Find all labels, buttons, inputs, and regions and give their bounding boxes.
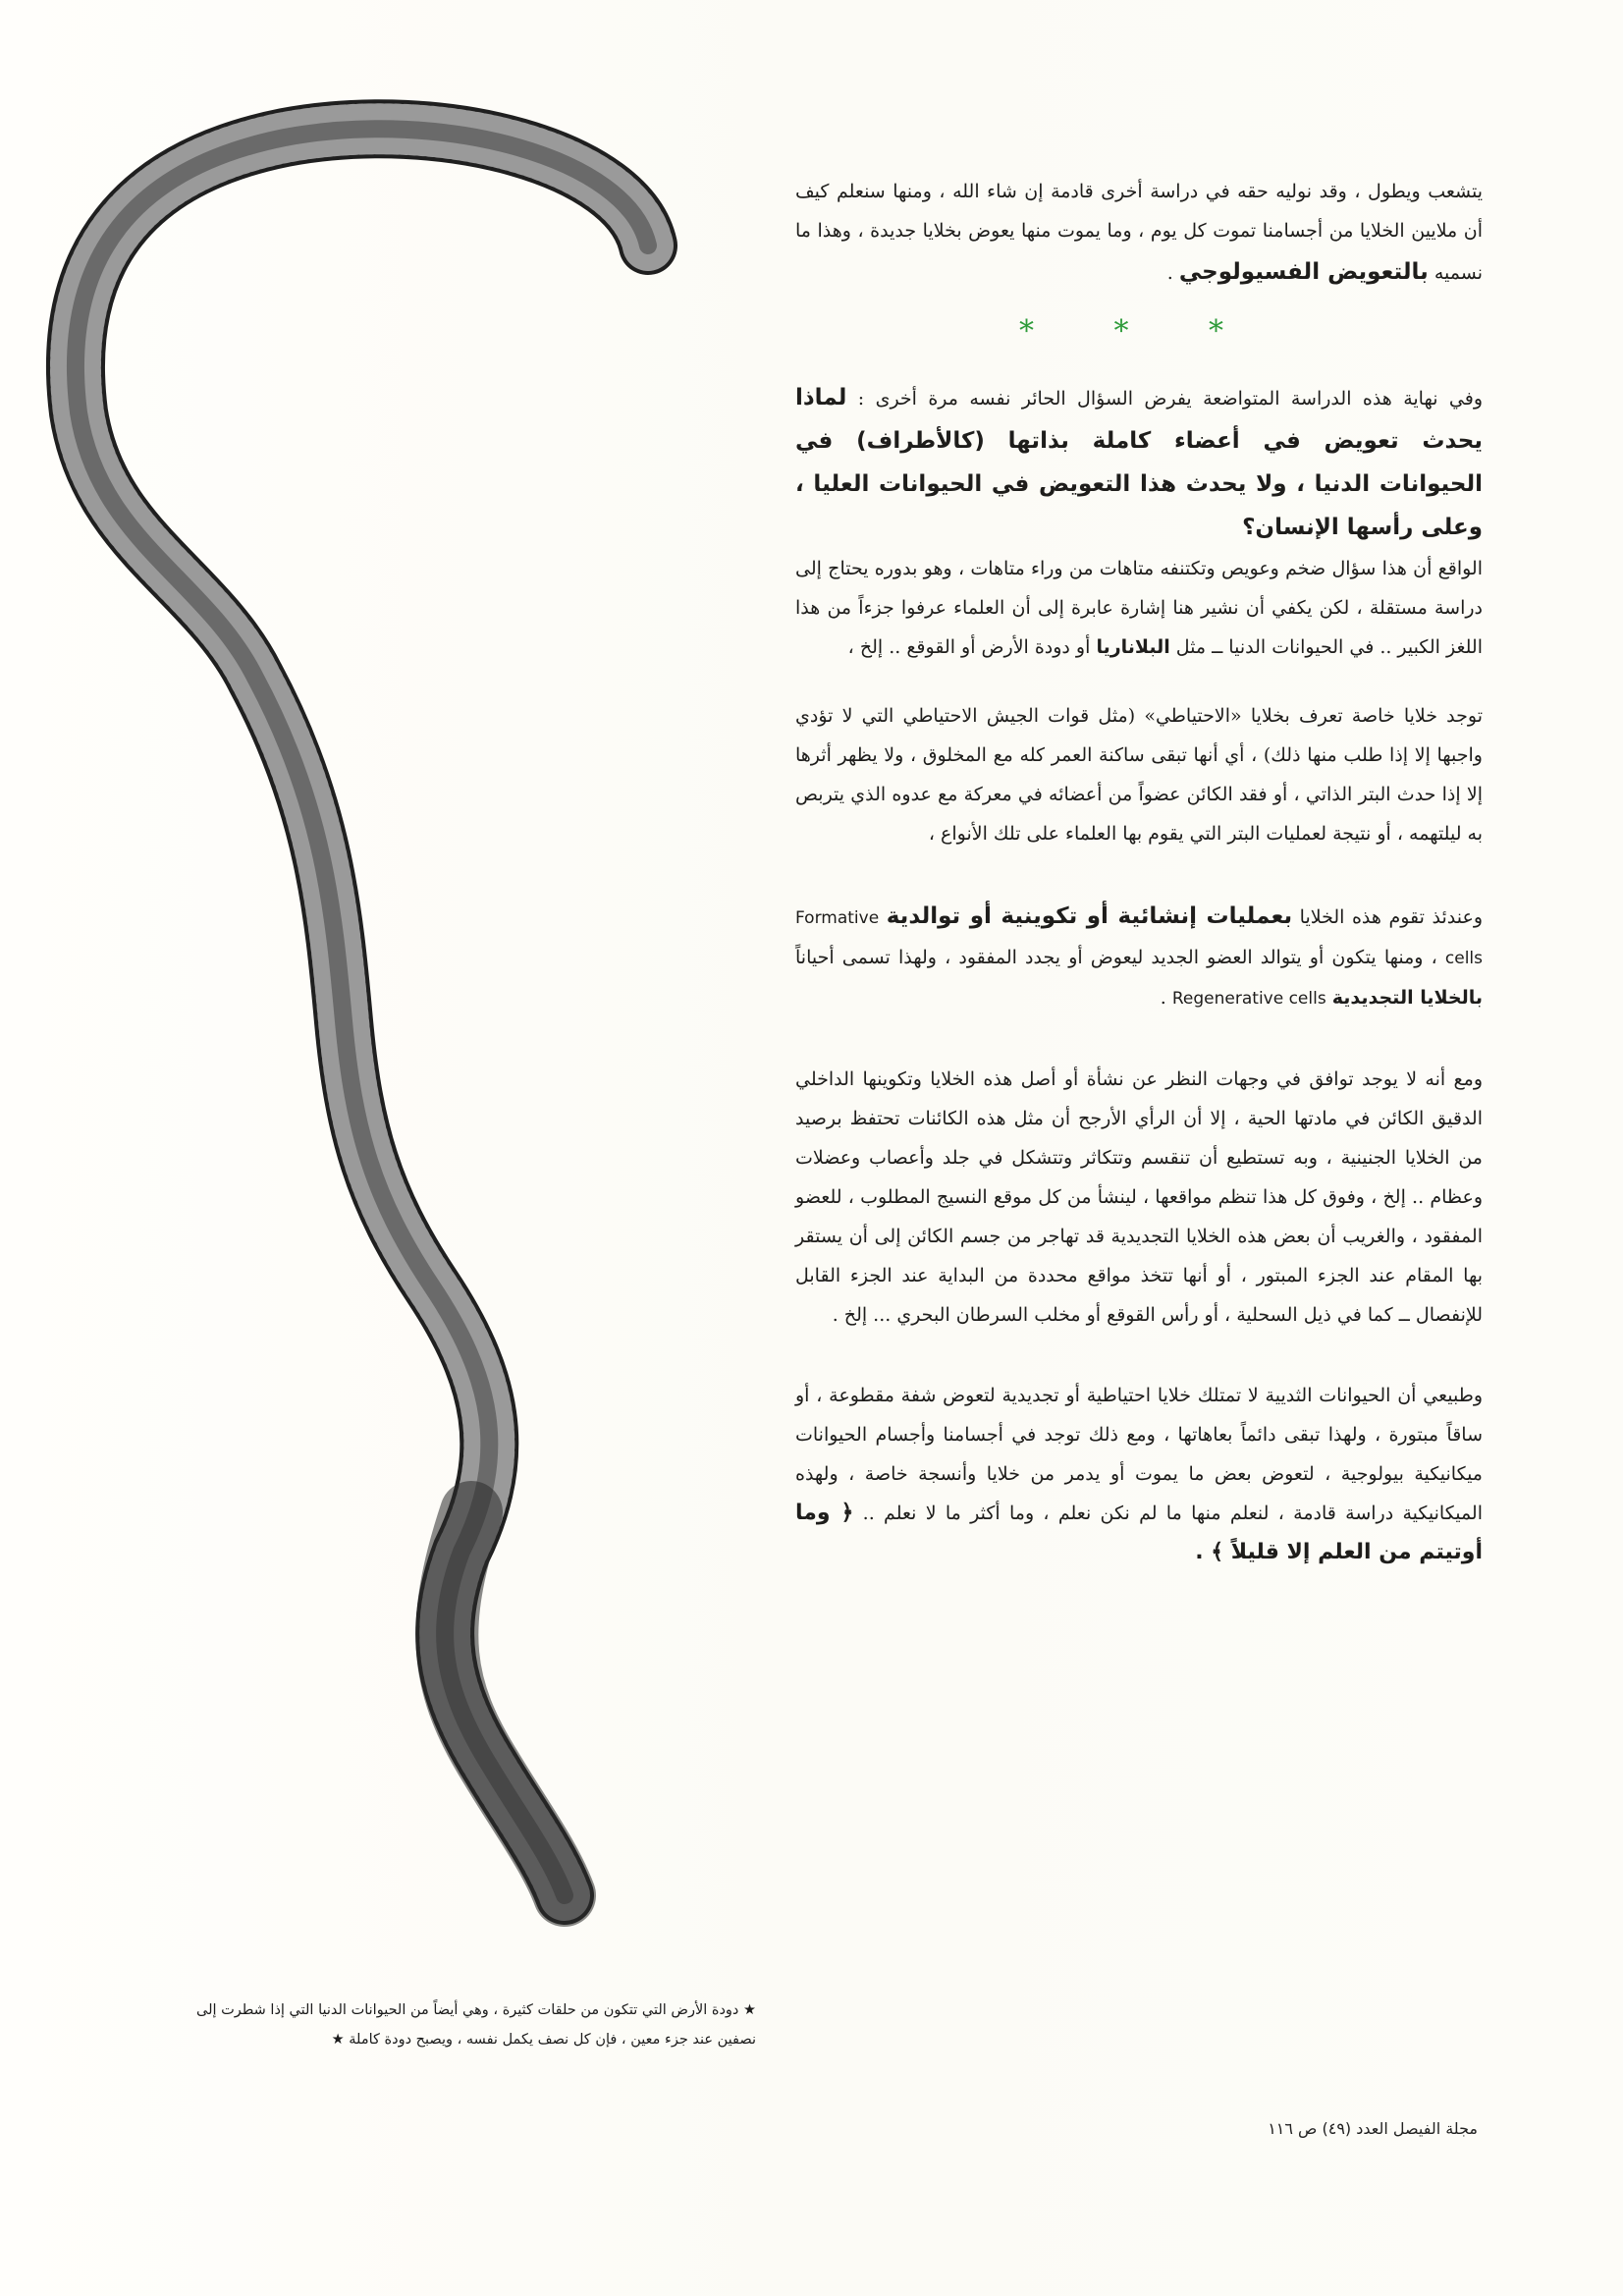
article-body [795,172,1483,1572]
paragraph-question: وفي نهاية هذه الدراسة المتواضعة يفرض السؤال الحائر نفسه مرة أخرى : لماذا يحدث تعويض في أعضاء كاملة بذاتها (كالأطراف) في الحيوانات الدنيا ، ولا يحدث هذا التعويض في الحيوانات العليا ، وعلى رأسها الإنسان؟ [795,385,1483,540]
paragraph-reserve-cells: توجد خلايا خاصة تعرف بخلايا «الاحتياطي» (مثل قوات الجيش الاحتياطي التي لا تؤدي واجبها إلا إذا طلب منها ذلك) ، أي أنها تبقى ساكنة العمر كله مع المخلوق ، ولا يظهر أثرها إلا إذا حدث البتر الذاتي ، أو فقد الكائن عضواً من أعضائه في معركة مع عدوه الذي يتربص به ليلتهمه ، أو نتيجة لعمليات البتر التي يقوم بها العلماء على تلك الأنواع ، [795,705,1483,845]
earthworm-image [0,98,776,2052]
paragraph-formative-cells: وعندئذ تقوم هذه الخلايا بعمليات إنشائية أو تكوينية أو توالدية Formative cells ، ومنها يتكون أو يتوالد العضو الجديد ليعوض أو يجدد المفقود ، ولهذا تسمى أحياناً بالخلايا التجديدية Regenerative cells . [795,903,1484,1009]
paragraph-physiological: يتشعب ويطول ، وقد نوليه حقه في دراسة أخرى قادمة إن شاء الله ، ومنها سنعلم كيف أن ملايين الخلايا من أجسامنا تموت كل يوم ، وما يموت منها يعوض بخلايا جديدة ، وهذا ما نسميه بالتعويض الفسيولوجي . [795,181,1483,285]
earthworm-photo [0,98,776,2052]
photo-caption: ★ دودة الأرض التي تتكون من حلقات كثيرة ، وهي أيضاً من الحيوانات الدنيا التي إذا شطرت إلى نصفين عند جزء معين ، فإن كل نصف يكمل نفسه ، ويصبح دودة كاملة ★ [195,2002,756,2048]
section-separator: * * * [1018,314,1260,349]
page-footer: مجلة الفيصل العدد (٤٩) ص ١١٦ [1268,2119,1478,2138]
paragraph-mammals: وطبيعي أن الحيوانات الثديية لا تمتلك خلايا احتياطية أو تجديدية لتعوض شفة مقطوعة ، أو ساقاً مبتورة ، ولهذا تبقى دائماً بعاهاتها ، ومع ذلك توجد في أجسامنا وأجسام الحيوانات ميكانيكية بيولوجية ، لتعوض بعض ما يموت أو يدمر من خلايا وأنسجة خاصة ، ولهذه الميكانيكية دراسة قادمة ، لنعلم منها ما لم نكن نعلم ، وما أكثر ما لا نعلم .. ﴿ وما أوتيتم من العلم إلا قليلاً ﴾ . [795,1385,1483,1564]
paragraph-answer: الواقع أن هذا سؤال ضخم وعويص وتكتنفه متاهات من وراء متاهات ، وهو بدوره يحتاج إلى دراسة مستقلة ، لكن يكفي أن نشير هنا إشارة عابرة إلى أن العلماء عرفوا جزءاً من هذا اللغز الكبير .. في الحيوانات الدنيا ــ مثل البلاناريا أو دودة الأرض أو القوقع .. إلخ ، [795,558,1483,658]
quran-quote: ﴿ وما أوتيتم من العلم إلا قليلاً ﴾ . [795,1501,1483,1564]
paragraph-cell-origin: ومع أنه لا يوجد توافق في وجهات النظر عن نشأة أو أصل هذه الخلايا وتكوينها الداخلي الدقيق الكائن في مادتها الحية ، إلا أن الرأي الأرجح أن مثل هذه الكائنات تحتفظ برصيد من الخلايا الجنينية ، وبه تستطيع أن تنقسم وتتكاثر وتتشكل في جلد وأعصاب وعضلات وعظام .. إلخ ، وفوق كل هذا تنظم مواقعها ، لينشأ من كل موقع النسيج المطلوب ، للعضو المفقود ، والغريب أن بعض هذه الخلايا التجديدية قد تهاجر من جسم الكائن إلى أن يستقر بها المقام عند الجزء المبتور ، أو أنها تتخذ مواقع محددة من البداية عند الجزء القابل للإنفصال ــ كما في ذيل السحلية ، أو رأس القوقع أو مخلب السرطان البحري ... إلخ . [795,1068,1483,1326]
